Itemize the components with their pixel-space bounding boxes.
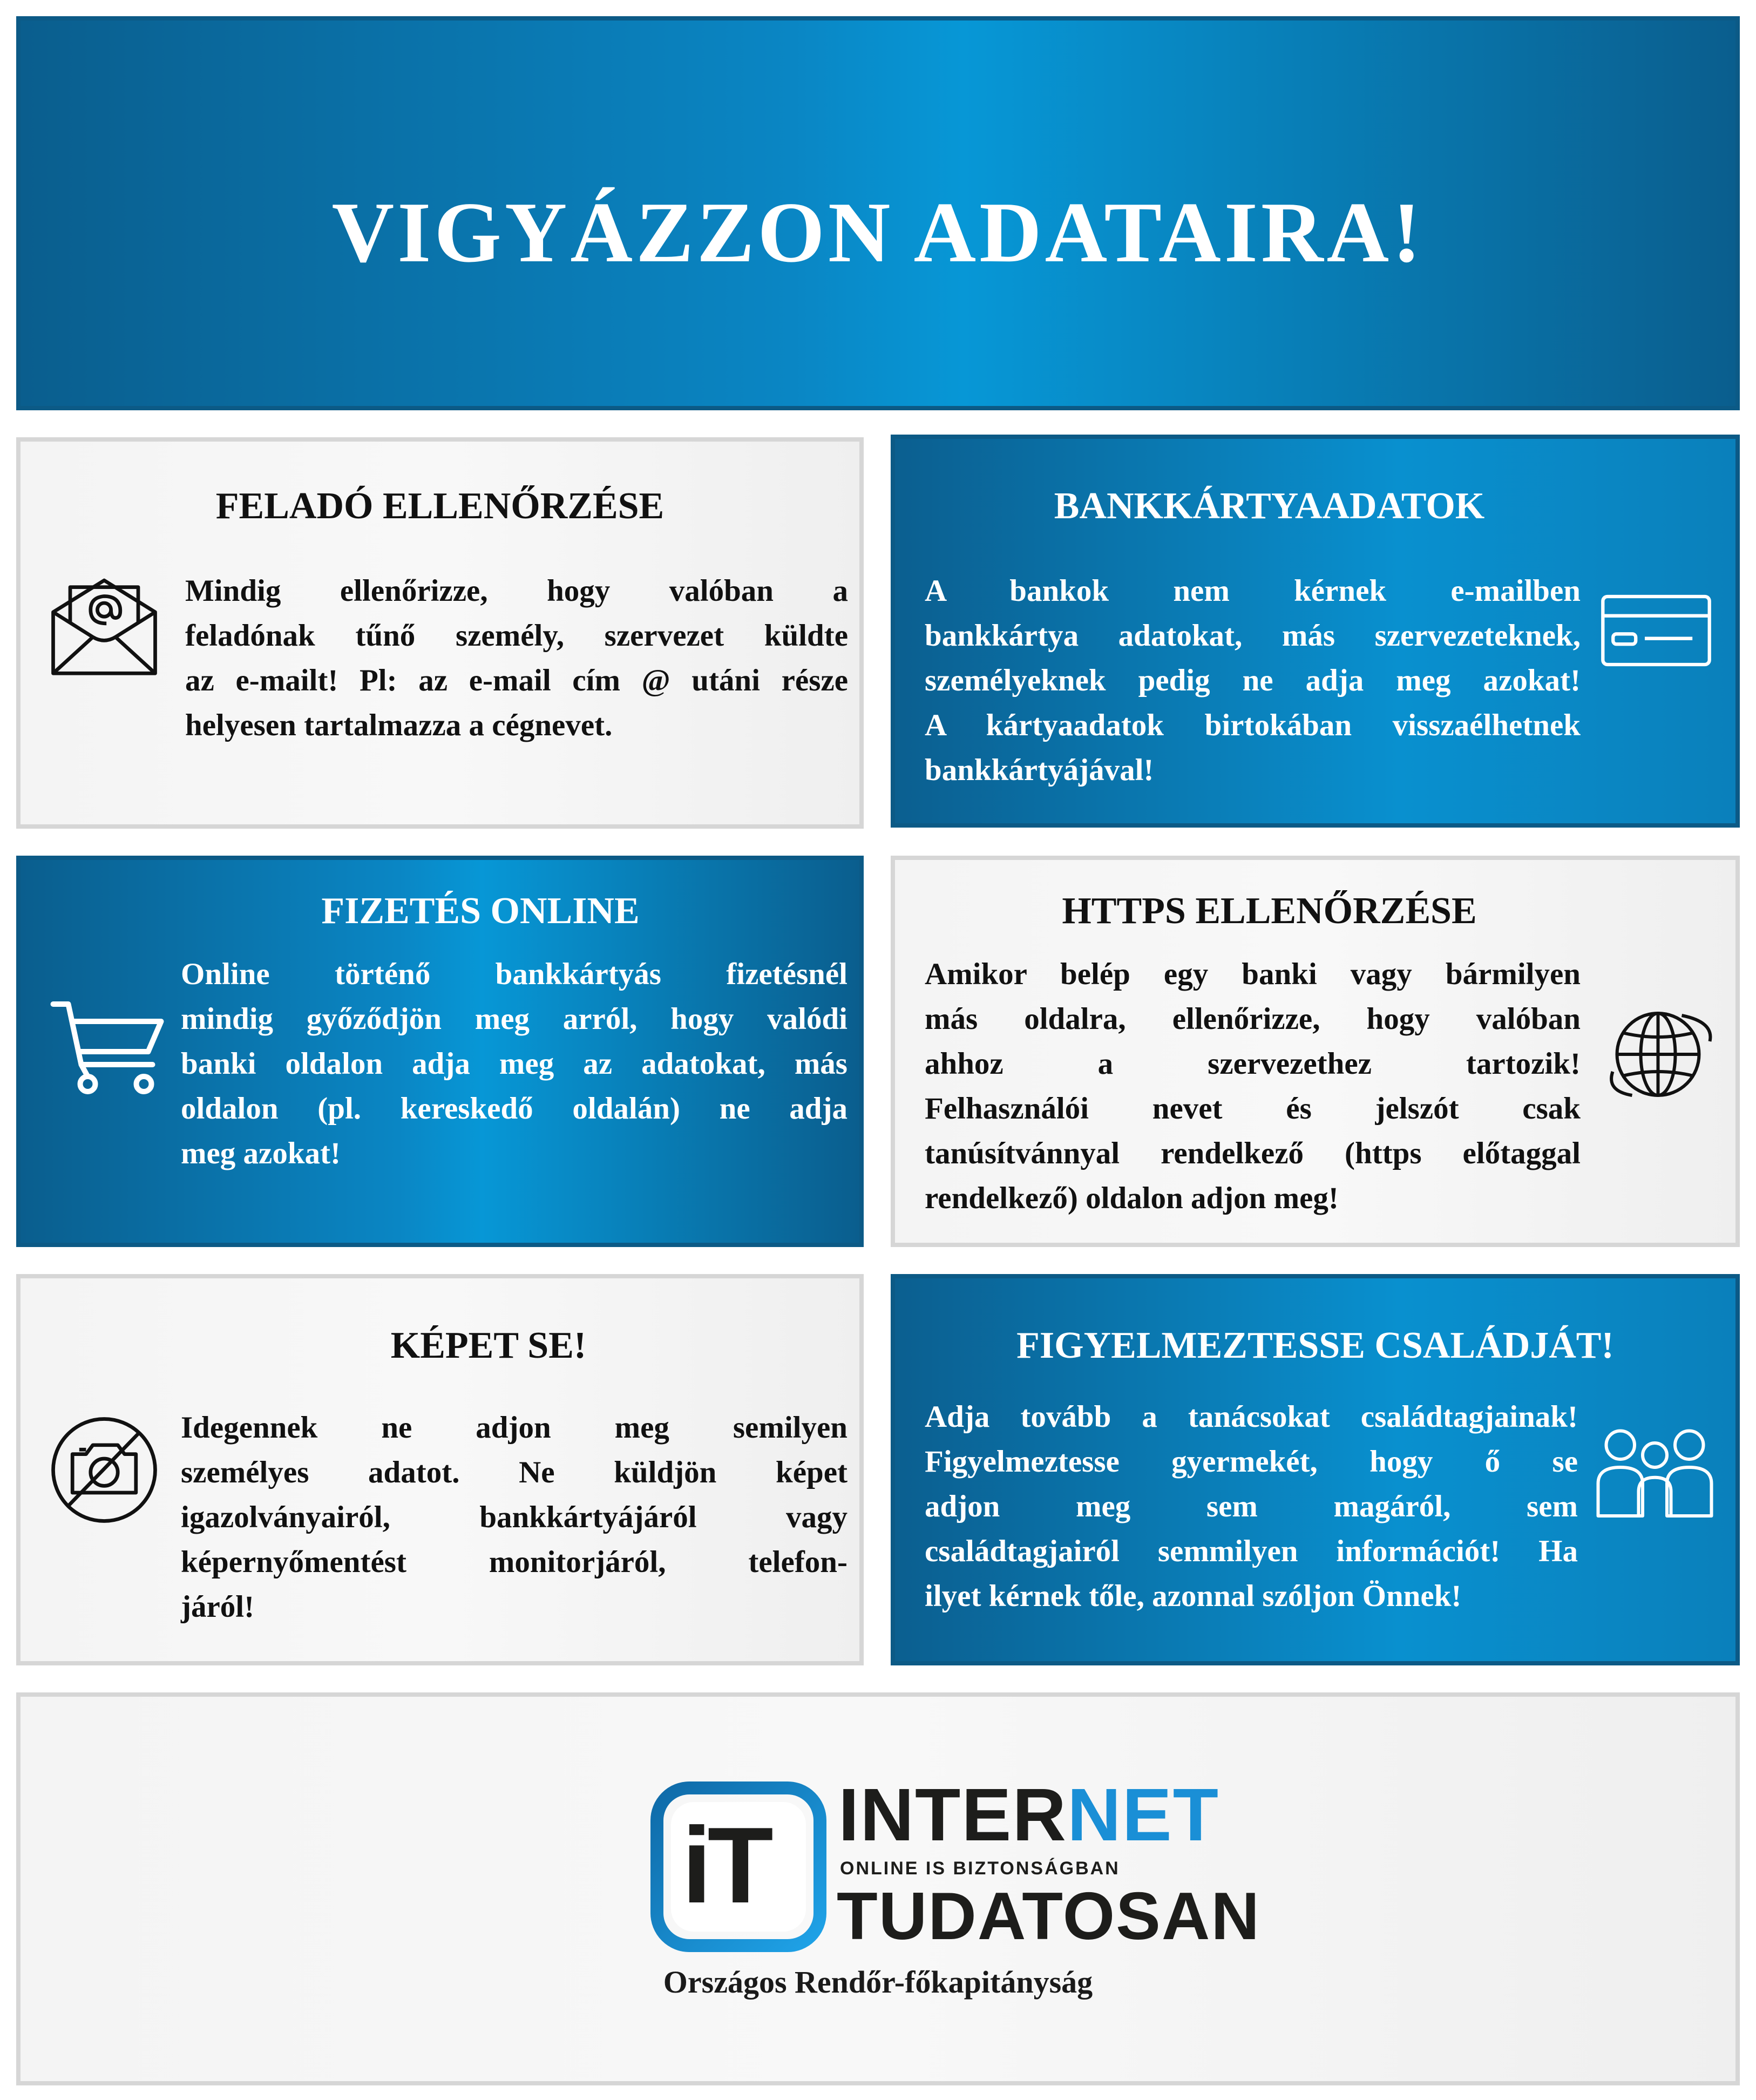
body-line: személyeknek pedig ne adja meg azokat! [925, 663, 1581, 697]
family-icon [1594, 1424, 1716, 1519]
body-line: oldalon (pl. kereskedő oldalán) ne adja [181, 1092, 848, 1126]
body-line: az e-mailt! Pl: az e-mail cím @ utáni része [185, 663, 848, 697]
card-body [185, 568, 848, 748]
email-at-icon [48, 571, 161, 679]
body-line: más oldalra, ellenőrizze, hogy valóban [925, 1002, 1581, 1036]
logo-mark-text: iT [682, 1805, 769, 1926]
body-line: A bankok nem kérnek e-mailben [925, 574, 1581, 608]
body-line: családtagjairól semmilyen információt! Ha [925, 1534, 1578, 1568]
body-line: adjon meg sem magáról, sem [925, 1489, 1578, 1523]
body-line: banki oldalon adja meg az adatokat, más [181, 1047, 848, 1081]
card-title: FELADÓ ELLENŐRZÉSE [215, 485, 665, 527]
body-line: A kártyaadatok birtokában visszaélhetnek [925, 708, 1581, 742]
body-line: Adja tovább a tanácsokat családtagjainak! [925, 1400, 1578, 1434]
footer-panel [16, 1692, 1740, 2085]
body-line: rendelkező) oldalon adjon meg! [925, 1181, 1339, 1215]
logo-word-internet [838, 1773, 1219, 1857]
body-line: Idegennek ne adjon meg semilyen [181, 1411, 848, 1445]
card-no-photos [16, 1274, 864, 1665]
card-title: BANKKÁRTYAADATOK [1054, 485, 1485, 527]
body-line: mindig győződjön meg arról, hogy valódi [181, 1002, 848, 1036]
body-line: Mindig ellenőrizze, hogy valóban a [185, 574, 848, 608]
logo-word-inter: INTER [838, 1773, 1067, 1857]
body-line: bankkártyájával! [925, 753, 1154, 787]
logo-word-tudatosan: TUDATOSAN [837, 1879, 1260, 1954]
credit-card-icon [1599, 593, 1713, 668]
body-line: Amikor belép egy banki vagy bármilyen [925, 957, 1581, 991]
organization-name: Országos Rendőr-főkapitányság [663, 1964, 1093, 2000]
body-line: Figyelmeztesse gyermekét, hogy ő se [925, 1445, 1578, 1479]
card-body [925, 1394, 1578, 1618]
card-body [925, 568, 1581, 792]
card-warn-family [891, 1274, 1740, 1665]
body-line: tanúsítvánnyal rendelkező (https előtaggal [925, 1136, 1581, 1170]
body-line: személyes adatot. Ne küldjön képet [181, 1455, 848, 1489]
card-title: HTTPS ELLENŐRZÉSE [1062, 890, 1477, 932]
no-camera-icon [48, 1413, 161, 1527]
globe-icon [1605, 1000, 1716, 1108]
body-line: Online történő bankkártyás fizetésnél [181, 957, 848, 991]
card-body [181, 952, 848, 1176]
body-line: járól! [181, 1590, 255, 1624]
card-title: FIGYELMEZTESSE CSALÁDJÁT! [1016, 1325, 1614, 1366]
body-line: bankkártya adatokat, más szervezeteknek, [925, 619, 1581, 653]
card-body [925, 952, 1581, 1221]
body-line: Felhasználói nevet és jelszót csak [925, 1092, 1581, 1126]
card-title: KÉPET SE! [390, 1325, 587, 1366]
card-online-payment [16, 856, 864, 1247]
page-title: VIGYÁZZON ADATAIRA! [331, 184, 1425, 280]
card-https-check [891, 856, 1740, 1247]
card-title: FIZETÉS ONLINE [321, 890, 640, 932]
body-line: ahhoz a szervezethez tartozik! [925, 1047, 1581, 1081]
card-body [181, 1405, 848, 1629]
body-line: meg azokat! [181, 1136, 341, 1170]
logo-tagline: ONLINE IS BIZTONSÁGBAN [840, 1858, 1120, 1879]
shopping-cart-icon [48, 998, 169, 1106]
card-sender-check [16, 437, 864, 829]
body-line: képernyőmentést monitorjáról, telefon- [181, 1545, 848, 1579]
body-line: feladónak tűnő személy, szervezet küldte [185, 619, 848, 653]
logo-mark [649, 1780, 828, 1953]
hero-banner [16, 16, 1740, 410]
card-bank-card-data [891, 435, 1740, 828]
body-line: helyesen tartalmazza a cégnevet. [185, 708, 613, 742]
logo-word-net: NET [1067, 1773, 1219, 1857]
body-line: igazolványairól, bankkártyájáról vagy [181, 1500, 848, 1534]
body-line: ilyet kérnek tőle, azonnal szóljon Önnek! [925, 1579, 1462, 1613]
